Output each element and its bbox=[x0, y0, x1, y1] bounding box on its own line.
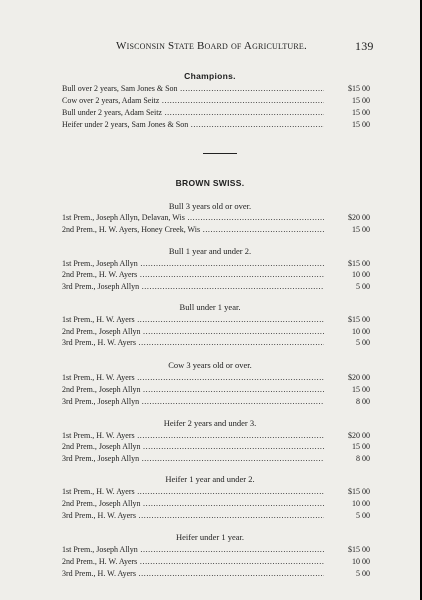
champion-row bbox=[62, 83, 370, 94]
entry-text: 2nd Prem., H. W. Ayers ..... bbox=[62, 269, 324, 280]
entry-text: 1st Prem., Joseph Allyn, Delavan, Wis ..... bbox=[62, 212, 324, 223]
entry-amount: 5 00 bbox=[356, 511, 370, 520]
entry-amount: 15 00 bbox=[352, 225, 370, 234]
champion-row bbox=[62, 107, 370, 118]
entry-amount: 5 00 bbox=[356, 282, 370, 291]
premium-row bbox=[62, 281, 370, 292]
entry-text: 2nd Prem., Joseph Allyn ..... bbox=[62, 384, 324, 395]
entry-amount: 15 00 bbox=[352, 442, 370, 451]
entry-text: 2nd Prem., Joseph Allyn ..... bbox=[62, 326, 324, 337]
premium-row bbox=[62, 556, 370, 567]
entry-text: 3rd Prem., H. W. Ayers ..... bbox=[62, 568, 324, 579]
premium-row bbox=[62, 441, 370, 452]
entry-amount: $15 00 bbox=[348, 84, 370, 93]
entry-text: 3rd Prem., Joseph Allyn ..... bbox=[62, 396, 324, 407]
entry-amount: 5 00 bbox=[356, 338, 370, 347]
premium-row bbox=[62, 314, 370, 325]
entry-amount: $20 00 bbox=[348, 373, 370, 382]
class-heading: Cow 3 years old or over. bbox=[168, 360, 252, 370]
entry-amount: $15 00 bbox=[348, 487, 370, 496]
premium-row bbox=[62, 486, 370, 497]
entry-text: 2nd Prem., H. W. Ayers ..... bbox=[62, 556, 324, 567]
premium-row bbox=[62, 430, 370, 441]
premium-row bbox=[62, 269, 370, 280]
premium-row bbox=[62, 568, 370, 579]
entry-amount: $20 00 bbox=[348, 213, 370, 222]
entry-amount: 15 00 bbox=[352, 385, 370, 394]
entry-text: 1st Prem., H. W. Ayers ..... bbox=[62, 314, 324, 325]
entry-text: Bull over 2 years, Sam Jones & Son ..... bbox=[62, 83, 324, 94]
class-heading: Bull under 1 year. bbox=[179, 302, 241, 312]
entry-amount: 10 00 bbox=[352, 557, 370, 566]
entry-amount: 8 00 bbox=[356, 397, 370, 406]
entry-text: 3rd Prem., H. W. Ayers ..... bbox=[62, 337, 324, 348]
premium-row bbox=[62, 326, 370, 337]
class-heading: Heifer 1 year and under 2. bbox=[165, 474, 255, 484]
entry-amount: 10 00 bbox=[352, 499, 370, 508]
premium-row bbox=[62, 544, 370, 555]
premium-row bbox=[62, 212, 370, 223]
premium-row bbox=[62, 384, 370, 395]
entry-text: 2nd Prem., Joseph Allyn ..... bbox=[62, 441, 324, 452]
premium-row bbox=[62, 453, 370, 464]
section-divider bbox=[203, 153, 237, 154]
entry-text: 3rd Prem., Joseph Allyn ..... bbox=[62, 281, 324, 292]
entry-text: 1st Prem., H. W. Ayers ..... bbox=[62, 486, 324, 497]
entry-amount: 15 00 bbox=[352, 108, 370, 117]
entry-amount: 10 00 bbox=[352, 327, 370, 336]
entry-amount: 5 00 bbox=[356, 569, 370, 578]
premium-row bbox=[62, 510, 370, 521]
entry-text: 1st Prem., Joseph Allyn ..... bbox=[62, 258, 324, 269]
entry-amount: 15 00 bbox=[352, 120, 370, 129]
entry-text: Cow over 2 years, Adam Seitz ..... bbox=[62, 95, 324, 106]
entry-amount: $15 00 bbox=[348, 259, 370, 268]
entry-text: 1st Prem., H. W. Ayers ..... bbox=[62, 372, 324, 383]
champions-heading: Champions. bbox=[184, 71, 236, 81]
entry-text: 3rd Prem., Joseph Allyn ..... bbox=[62, 453, 324, 464]
premium-row bbox=[62, 337, 370, 348]
running-title: Wisconsin State Board of Agriculture. bbox=[116, 40, 307, 52]
premium-row bbox=[62, 258, 370, 269]
entry-text: 3rd Prem., H. W. Ayers ..... bbox=[62, 510, 324, 521]
running-header bbox=[0, 40, 420, 54]
class-heading: Heifer under 1 year. bbox=[176, 532, 244, 542]
entry-text: 1st Prem., Joseph Allyn ..... bbox=[62, 544, 324, 555]
page-number: 139 bbox=[355, 39, 374, 53]
entry-text: Heifer under 2 years, Sam Jones & Son ..... bbox=[62, 119, 324, 130]
class-heading: Heifer 2 years and under 3. bbox=[163, 418, 257, 428]
premium-row bbox=[62, 498, 370, 509]
champion-row bbox=[62, 119, 370, 130]
entry-amount: $15 00 bbox=[348, 315, 370, 324]
premium-row bbox=[62, 224, 370, 235]
class-heading: Bull 1 year and under 2. bbox=[168, 246, 252, 256]
entry-text: Bull under 2 years, Adam Seitz ..... bbox=[62, 107, 324, 118]
entry-text: 2nd Prem., Joseph Allyn ..... bbox=[62, 498, 324, 509]
champion-row bbox=[62, 95, 370, 106]
entry-amount: 10 00 bbox=[352, 270, 370, 279]
class-heading: Bull 3 years old or over. bbox=[168, 201, 252, 211]
entry-amount: 8 00 bbox=[356, 454, 370, 463]
entry-text: 2nd Prem., H. W. Ayers, Honey Creek, Wis ..... bbox=[62, 224, 324, 235]
entry-amount: $15 00 bbox=[348, 545, 370, 554]
entry-amount: $20 00 bbox=[348, 431, 370, 440]
entry-text: 1st Prem., H. W. Ayers ..... bbox=[62, 430, 324, 441]
breed-heading: BROWN SWISS. bbox=[175, 178, 245, 188]
premium-row bbox=[62, 372, 370, 383]
entry-amount: 15 00 bbox=[352, 96, 370, 105]
premium-row bbox=[62, 396, 370, 407]
